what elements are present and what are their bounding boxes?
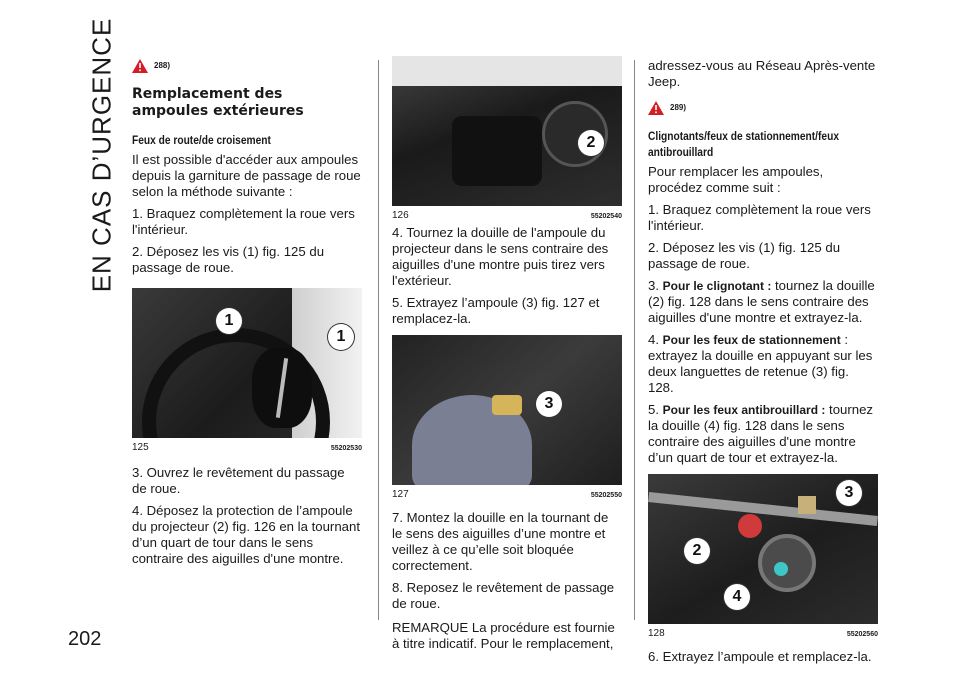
callout-1: 1	[328, 324, 354, 350]
paragraph-step: 4. Pour les feux de stationnement : extrayez la douille en appuyant sur les deux languettes de retenue (3) fig. 128.	[648, 332, 873, 395]
paragraph: 5. Extrayez l’ampoule (3) fig. 127 et remplacez-la.	[392, 295, 600, 326]
callout-3: 3	[836, 480, 862, 506]
paragraph: 2. Déposez les vis (1) fig. 125 du passage de roue.	[132, 244, 325, 275]
paragraph: adressez-vous au Réseau Après-vente Jeep.	[648, 58, 876, 89]
figure-caption: 127 55202550	[392, 489, 622, 500]
figure-125	[132, 288, 362, 457]
paragraph: 1. Braquez complètement la roue vers l'intérieur.	[132, 206, 355, 237]
section-side-title: EN CAS D’URGENCE	[86, 17, 117, 293]
photo-bulb-removal	[392, 335, 622, 485]
paragraph: Pour remplacer les ampoules, procédez comme suit :	[648, 164, 824, 195]
callout-1: 1	[216, 308, 242, 334]
warning-icon	[648, 101, 664, 115]
figure-caption: 126 55202540	[392, 210, 622, 221]
column-divider	[378, 60, 379, 620]
callout-2: 2	[578, 130, 604, 156]
photo-wheel-arch	[132, 288, 362, 438]
paragraph: 4. Tournez la douille de l'ampoule du projecteur dans le sens contraire des aiguilles d'une montre puis tirez vers l'extérieur.	[392, 225, 609, 288]
subheading: Clignotants/feux de stationnement/feux antibrouillard	[648, 129, 839, 159]
column-divider	[634, 60, 635, 620]
warning-ref: 288)	[154, 61, 171, 70]
paragraph: 8. Reposez le revêtement de passage de roue.	[392, 580, 615, 611]
column-1	[132, 58, 362, 573]
photo-lamp-sockets	[648, 474, 878, 624]
figure-127	[392, 335, 622, 504]
column-2	[392, 56, 622, 658]
warning-icon	[132, 59, 148, 73]
paragraph: REMARQUE La procédure est fournie à titre indicatif. Pour le remplacement,	[392, 620, 615, 651]
callout-3: 3	[536, 391, 562, 417]
page-number: 202	[68, 628, 102, 650]
column-3	[648, 58, 876, 671]
paragraph-step: 5. Pour les feux antibrouillard : tournez la douille (4) fig. 128 dans le sens contraire des aiguilles d'une montre d’un quart de tour et extrayez-la.	[648, 402, 874, 465]
paragraph: 4. Déposez la protection de l’ampoule du projecteur (2) fig. 126 en la tournant d’un quart de tour dans le sens contraire des aiguilles d'une montre.	[132, 503, 360, 566]
paragraph: 6. Extrayez l’ampoule et remplacez-la.	[648, 649, 872, 664]
warning-marker	[132, 58, 362, 74]
paragraph: 7. Montez la douille en la tournant de le sens des aiguilles d’une montre et veillez à ce qu’elle soit bloquée correctement.	[392, 510, 609, 573]
paragraph: 1. Braquez complètement la roue vers l'intérieur.	[648, 202, 871, 233]
section-heading: Remplacement des ampoules extérieures	[132, 86, 304, 119]
photo-headlamp-rear	[392, 56, 622, 206]
warning-ref: 289)	[670, 103, 687, 112]
figure-128	[648, 474, 878, 643]
figure-126	[392, 56, 622, 225]
warning-marker	[648, 100, 876, 116]
paragraph: 2. Déposez les vis (1) fig. 125 du passage de roue.	[648, 240, 841, 271]
paragraph: 3. Ouvrez le revêtement du passage de roue.	[132, 465, 345, 496]
figure-caption: 128 55202560	[648, 628, 878, 639]
paragraph-step: 3. Pour le clignotant : tournez la douille (2) fig. 128 dans le sens contraire des aiguilles d'une montre et extrayez-la.	[648, 278, 875, 325]
subheading: Feux de route/de croisement	[132, 133, 271, 147]
figure-caption: 125 55202530	[132, 442, 362, 453]
callout-4: 4	[724, 584, 750, 610]
callout-2: 2	[684, 538, 710, 564]
paragraph: Il est possible d'accéder aux ampoules depuis la garniture de passage de roue selon la méthode suivante :	[132, 152, 361, 199]
